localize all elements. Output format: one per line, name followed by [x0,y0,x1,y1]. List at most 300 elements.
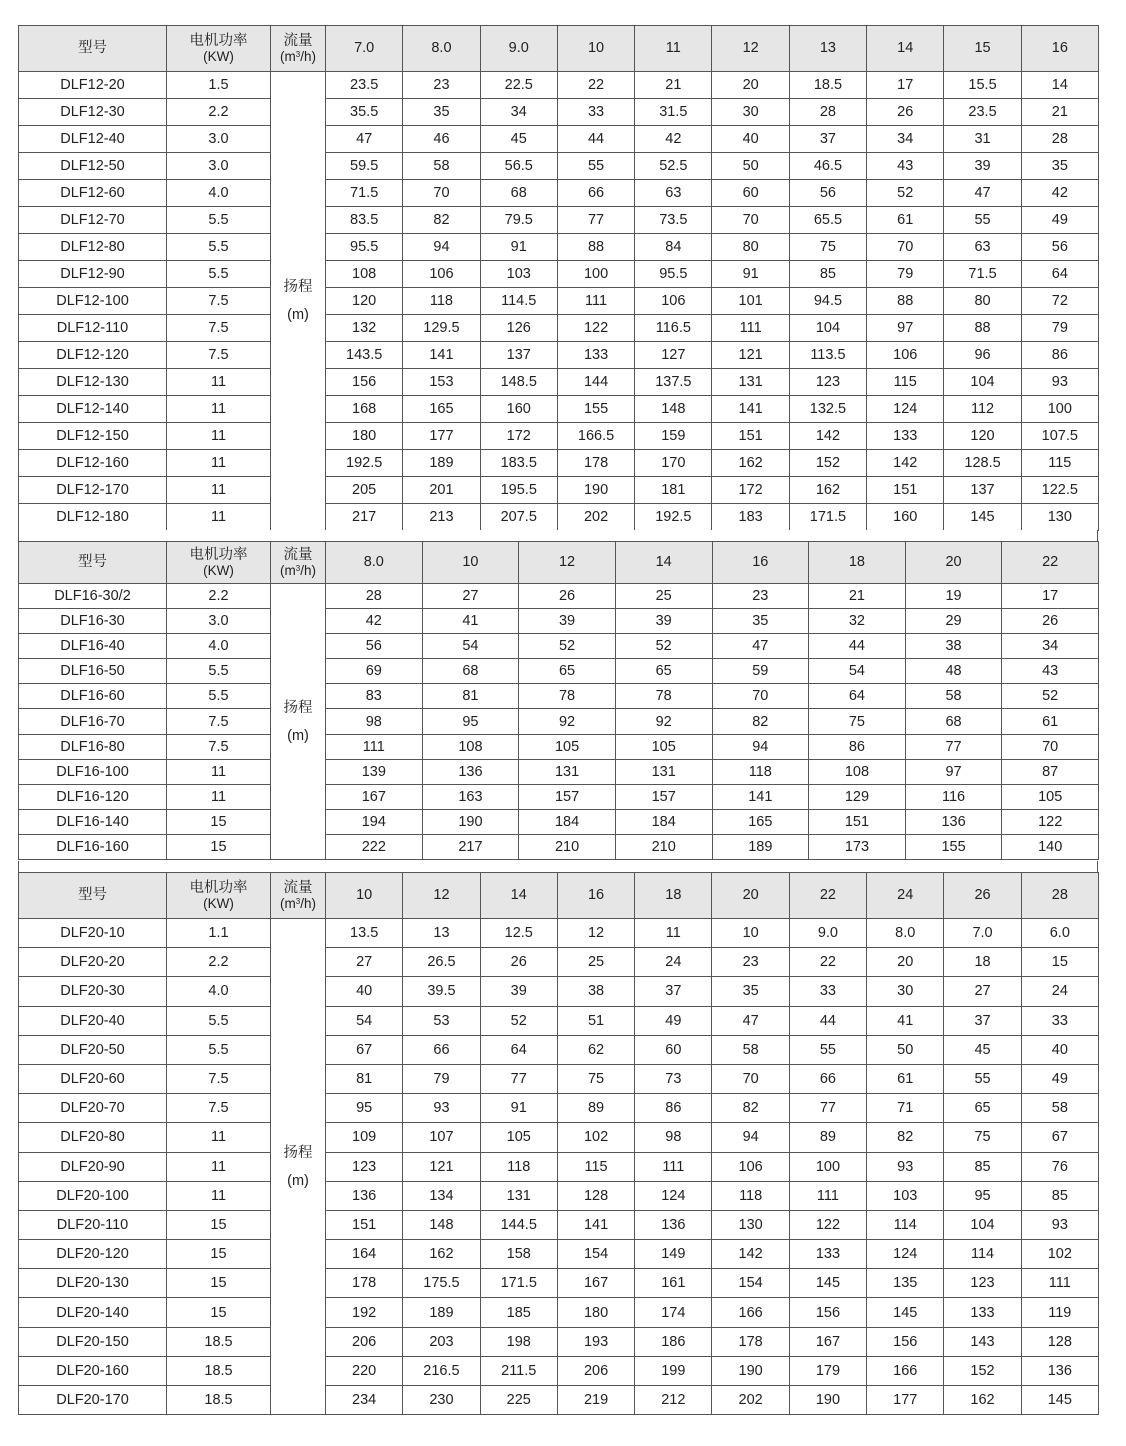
model-cell: DLF12-70 [19,207,167,234]
power-unit-label: (KW) [203,48,234,64]
head-value-cell: 205 [326,477,403,504]
head-value-cell: 124 [867,1240,944,1269]
pump-table-dlf16 [18,541,1099,860]
head-value-cell: 172 [712,477,789,504]
head-value-cell: 155 [557,396,634,423]
model-cell: DLF20-160 [19,1356,167,1385]
head-value-cell: 60 [712,180,789,207]
head-value-cell: 75 [809,709,906,734]
power-cell: 5.5 [167,234,271,261]
flow-value-header [480,873,557,919]
head-value-cell: 171.5 [480,1269,557,1298]
head-value-cell: 144.5 [480,1210,557,1239]
head-value-cell: 173 [809,834,906,859]
power-cell: 2.2 [167,99,271,126]
head-value-cell: 134 [403,1181,480,1210]
table-row [19,1269,1099,1298]
head-value-cell: 71.5 [944,261,1021,288]
flow-value-header [519,542,616,584]
head-value-cell: 65 [944,1094,1021,1123]
head-value-cell: 141 [712,784,809,809]
head-label-cell [271,72,326,531]
head-value-cell: 180 [557,1298,634,1327]
model-cell: DLF12-140 [19,396,167,423]
head-value-cell: 95.5 [635,261,712,288]
head-value-cell: 64 [480,1035,557,1064]
head-value-cell: 130 [1021,504,1098,531]
head-value-cell: 202 [712,1386,789,1415]
head-value-cell: 122 [557,315,634,342]
head-value-cell: 105 [615,734,712,759]
head-value-cell: 65.5 [789,207,866,234]
head-value-cell: 133 [789,1240,866,1269]
flow-value-header [1021,873,1098,919]
head-value-cell: 85 [1021,1181,1098,1210]
head-value-cell: 85 [944,1152,1021,1181]
head-value-cell: 11 [635,919,712,948]
head-value-cell: 70 [712,1064,789,1093]
head-value-cell: 81 [326,1064,403,1093]
model-cell: DLF20-100 [19,1181,167,1210]
head-value-cell: 22 [557,72,634,99]
head-value-cell: 210 [519,834,616,859]
flow-value-header [422,542,519,584]
head-value-cell: 25 [615,584,712,609]
flow-unit-superscript: 3 [295,896,301,906]
head-value-cell: 19 [905,584,1002,609]
head-value-cell: 52 [519,634,616,659]
head-value-cell: 56 [1021,234,1098,261]
head-value-cell: 160 [867,504,944,531]
table-row [19,504,1099,531]
head-value-cell: 105 [519,734,616,759]
head-value-cell: 126 [480,315,557,342]
head-value-cell: 30 [867,977,944,1006]
head-value-cell: 94 [712,1123,789,1152]
table-row [19,1035,1099,1064]
table-row [19,634,1099,659]
head-value-cell: 42 [635,126,712,153]
head-value-cell: 166 [712,1298,789,1327]
model-cell: DLF16-50 [19,659,167,684]
model-header [19,873,167,919]
flow-value: 20 [742,887,759,903]
head-value-cell: 97 [867,315,944,342]
table-row [19,342,1099,369]
head-value-cell: 59 [712,659,809,684]
head-value-cell: 186 [635,1327,712,1356]
head-value-cell: 54 [422,634,519,659]
model-cell: DLF12-20 [19,72,167,99]
head-value-cell: 121 [712,342,789,369]
flow-value-header [809,542,906,584]
head-value-cell: 101 [712,288,789,315]
head-value-cell: 71 [867,1094,944,1123]
head-value-cell: 39.5 [403,977,480,1006]
head-value-cell: 151 [712,423,789,450]
head-value-cell: 20 [867,948,944,977]
model-cell: DLF20-130 [19,1269,167,1298]
head-value-cell: 20 [712,72,789,99]
flow-value-header [712,26,789,72]
flow-header-label: 流量 [283,546,313,563]
flow-value: 8.0 [363,554,384,570]
head-value-cell: 33 [557,99,634,126]
head-value-cell: 180 [326,423,403,450]
head-value-cell: 183 [712,504,789,531]
head-value-cell: 158 [480,1240,557,1269]
head-value-cell: 141 [403,342,480,369]
head-value-cell: 154 [557,1240,634,1269]
head-value-cell: 83 [326,684,423,709]
flow-value-header [867,873,944,919]
head-value-cell: 67 [1021,1123,1098,1152]
power-cell: 18.5 [167,1386,271,1415]
model-cell: DLF12-150 [19,423,167,450]
head-value-cell: 128 [557,1181,634,1210]
head-value-cell: 58 [905,684,1002,709]
head-value-cell: 192 [326,1298,403,1327]
head-value-cell: 82 [403,207,480,234]
head-value-cell: 69 [326,659,423,684]
table-row [19,948,1099,977]
model-cell: DLF20-120 [19,1240,167,1269]
head-value-cell: 115 [867,369,944,396]
power-header [167,26,271,72]
model-cell: DLF12-30 [19,99,167,126]
head-value-cell: 23 [712,948,789,977]
model-header-label: 型号 [78,887,107,903]
header-row [19,542,1099,584]
flow-value-header [326,873,403,919]
head-value-cell: 33 [789,977,866,1006]
head-value-cell: 136 [422,759,519,784]
head-value-cell: 202 [557,504,634,531]
head-value-cell: 79.5 [480,207,557,234]
head-value-cell: 79 [403,1064,480,1093]
head-value-cell: 17 [867,72,944,99]
head-value-cell: 47 [712,634,809,659]
header-row [19,873,1099,919]
head-value-cell: 159 [635,423,712,450]
head-value-cell: 179 [789,1356,866,1385]
flow-unit-label [271,563,325,578]
pump-table-dlf12 [18,25,1099,531]
head-value-cell: 65 [519,659,616,684]
head-value-cell: 78 [615,684,712,709]
table-row [19,1386,1099,1415]
table-row [19,288,1099,315]
head-value-cell: 86 [809,734,906,759]
model-cell: DLF16-80 [19,734,167,759]
head-value-cell: 26.5 [403,948,480,977]
table-row [19,1298,1099,1327]
head-value-cell: 60 [635,1035,712,1064]
head-value-cell: 47 [944,180,1021,207]
head-value-cell: 48 [905,659,1002,684]
power-cell: 11 [167,477,271,504]
head-value-cell: 37 [789,126,866,153]
flow-value: 16 [1051,40,1068,56]
head-value-cell: 189 [403,450,480,477]
head-value-cell: 39 [480,977,557,1006]
head-value-cell: 18 [944,948,1021,977]
table-row [19,126,1099,153]
model-cell: DLF12-110 [19,315,167,342]
model-cell: DLF12-40 [19,126,167,153]
head-value-cell: 50 [867,1035,944,1064]
flow-value-header [480,26,557,72]
head-value-cell: 212 [635,1386,712,1415]
table-row [19,1152,1099,1181]
flow-value-header [712,542,809,584]
table-row [19,1094,1099,1123]
head-value-cell: 190 [712,1356,789,1385]
flow-value-header [557,26,634,72]
head-value-cell: 22.5 [480,72,557,99]
head-value-cell: 220 [326,1356,403,1385]
head-value-cell: 26 [480,948,557,977]
head-value-cell: 131 [712,369,789,396]
head-value-cell: 105 [1002,784,1099,809]
power-header-label: 电机功率 [189,32,248,49]
model-cell: DLF12-90 [19,261,167,288]
head-value-cell: 41 [422,609,519,634]
flow-value: 14 [510,887,527,903]
head-value-cell: 234 [326,1386,403,1415]
head-value-cell: 26 [867,99,944,126]
flow-header-label: 流量 [283,879,313,896]
head-value-cell: 145 [789,1269,866,1298]
head-value-cell: 27 [326,948,403,977]
head-value-cell: 137 [480,342,557,369]
power-cell: 11 [167,1152,271,1181]
head-value-cell: 122 [789,1210,866,1239]
model-cell: DLF12-60 [19,180,167,207]
table-row [19,759,1099,784]
head-value-cell: 98 [326,709,423,734]
model-cell: DLF16-120 [19,784,167,809]
head-value-cell: 97 [905,759,1002,784]
head-value-cell: 111 [789,1181,866,1210]
head-value-cell: 91 [480,234,557,261]
table-row [19,72,1099,99]
flow-value: 7.0 [354,40,375,56]
table-row [19,153,1099,180]
head-value-cell: 193 [557,1327,634,1356]
head-value-cell: 86 [635,1094,712,1123]
head-value-cell: 219 [557,1386,634,1415]
table-spacer [18,861,1098,872]
flow-value-header [1021,26,1098,72]
head-value-cell: 113.5 [789,342,866,369]
power-header-label: 电机功率 [189,546,248,563]
head-value-cell: 94.5 [789,288,866,315]
model-cell: DLF12-170 [19,477,167,504]
model-cell: DLF20-170 [19,1386,167,1415]
head-value-cell: 82 [867,1123,944,1152]
head-value-cell: 111 [557,288,634,315]
head-value-cell: 9.0 [789,919,866,948]
head-value-cell: 174 [635,1298,712,1327]
head-value-cell: 104 [789,315,866,342]
power-cell: 18.5 [167,1327,271,1356]
head-unit-label: (m) [287,307,309,323]
head-value-cell: 66 [557,180,634,207]
head-value-cell: 122 [1002,809,1099,834]
head-value-cell: 46 [403,126,480,153]
flow-value-header [944,26,1021,72]
power-header [167,542,271,584]
head-value-cell: 26 [1002,609,1099,634]
head-label-cell [271,919,326,1415]
table-row [19,1181,1099,1210]
head-value-cell: 165 [712,809,809,834]
table-row [19,369,1099,396]
head-value-cell: 106 [867,342,944,369]
head-value-cell: 130 [712,1210,789,1239]
head-value-cell: 131 [519,759,616,784]
flow-unit-suffix: /h) [300,562,316,578]
head-value-cell: 56 [789,180,866,207]
head-value-cell: 66 [789,1064,866,1093]
flow-unit-prefix: (m [280,895,296,911]
head-value-cell: 230 [403,1386,480,1415]
head-value-cell: 124 [635,1181,712,1210]
table-row [19,659,1099,684]
flow-value: 12 [433,887,450,903]
power-cell: 1.5 [167,72,271,99]
model-cell: DLF20-50 [19,1035,167,1064]
head-value-cell: 152 [944,1356,1021,1385]
table-row [19,784,1099,809]
flow-value: 14 [897,40,914,56]
head-value-cell: 88 [867,288,944,315]
table-row [19,234,1099,261]
table-row [19,423,1099,450]
head-value-cell: 166.5 [557,423,634,450]
head-value-cell: 94 [712,734,809,759]
head-value-cell: 79 [1021,315,1098,342]
model-cell: DLF16-30 [19,609,167,634]
head-value-cell: 55 [557,153,634,180]
header-row [19,26,1099,72]
head-value-cell: 47 [326,126,403,153]
power-cell: 11 [167,450,271,477]
head-value-cell: 12 [557,919,634,948]
head-value-cell: 42 [1021,180,1098,207]
head-value-cell: 88 [944,315,1021,342]
head-value-cell: 142 [712,1240,789,1269]
head-value-cell: 21 [809,584,906,609]
head-value-cell: 21 [1021,99,1098,126]
head-value-cell: 136 [635,1210,712,1239]
head-value-cell: 100 [789,1152,866,1181]
head-value-cell: 27 [422,584,519,609]
head-value-cell: 73 [635,1064,712,1093]
table-row [19,709,1099,734]
power-cell: 3.0 [167,126,271,153]
head-value-cell: 111 [712,315,789,342]
model-header [19,26,167,72]
head-label: 扬程 [283,699,313,716]
power-cell: 4.0 [167,634,271,659]
flow-unit-suffix: /h) [300,895,316,911]
head-value-cell: 189 [403,1298,480,1327]
power-cell: 11 [167,784,271,809]
head-value-cell: 157 [615,784,712,809]
head-value-cell: 55 [789,1035,866,1064]
head-value-cell: 141 [557,1210,634,1239]
head-value-cell: 192.5 [326,450,403,477]
head-value-cell: 44 [809,634,906,659]
power-cell: 7.5 [167,709,271,734]
flow-unit-superscript: 3 [295,563,301,573]
power-cell: 15 [167,1269,271,1298]
flow-value: 24 [897,887,914,903]
head-value-cell: 93 [1021,1210,1098,1239]
head-value-cell: 129.5 [403,315,480,342]
model-header [19,542,167,584]
head-value-cell: 31.5 [635,99,712,126]
power-cell: 7.5 [167,1094,271,1123]
head-value-cell: 118 [480,1152,557,1181]
head-value-cell: 35 [712,609,809,634]
head-value-cell: 12.5 [480,919,557,948]
head-value-cell: 75 [557,1064,634,1093]
flow-header-label: 流量 [283,32,313,49]
power-cell: 7.5 [167,342,271,369]
flow-value: 11 [665,40,681,56]
head-value-cell: 225 [480,1386,557,1415]
head-value-cell: 61 [1002,709,1099,734]
head-value-cell: 201 [403,477,480,504]
head-value-cell: 114.5 [480,288,557,315]
flow-value: 22 [819,887,836,903]
head-value-cell: 10 [712,919,789,948]
table-row [19,99,1099,126]
flow-value: 12 [742,40,759,56]
head-value-cell: 78 [519,684,616,709]
head-value-cell: 92 [519,709,616,734]
head-value-cell: 108 [809,759,906,784]
head-value-cell: 109 [326,1123,403,1152]
table-row [19,1210,1099,1239]
head-value-cell: 67 [326,1035,403,1064]
head-value-cell: 142 [789,423,866,450]
head-value-cell: 190 [422,809,519,834]
head-value-cell: 56.5 [480,153,557,180]
head-value-cell: 116 [905,784,1002,809]
head-value-cell: 93 [1021,369,1098,396]
power-cell: 2.2 [167,584,271,609]
head-value-cell: 123 [326,1152,403,1181]
head-value-cell: 108 [422,734,519,759]
head-value-cell: 172 [480,423,557,450]
head-value-cell: 119 [1021,1298,1098,1327]
head-value-cell: 206 [326,1327,403,1356]
head-value-cell: 63 [944,234,1021,261]
head-value-cell: 131 [480,1181,557,1210]
head-value-cell: 103 [867,1181,944,1210]
head-value-cell: 140 [1002,834,1099,859]
head-value-cell: 28 [326,584,423,609]
head-value-cell: 95.5 [326,234,403,261]
flow-value: 16 [587,887,605,903]
flow-unit-prefix: (m [280,562,296,578]
power-cell: 7.5 [167,734,271,759]
head-value-cell: 21 [635,72,712,99]
